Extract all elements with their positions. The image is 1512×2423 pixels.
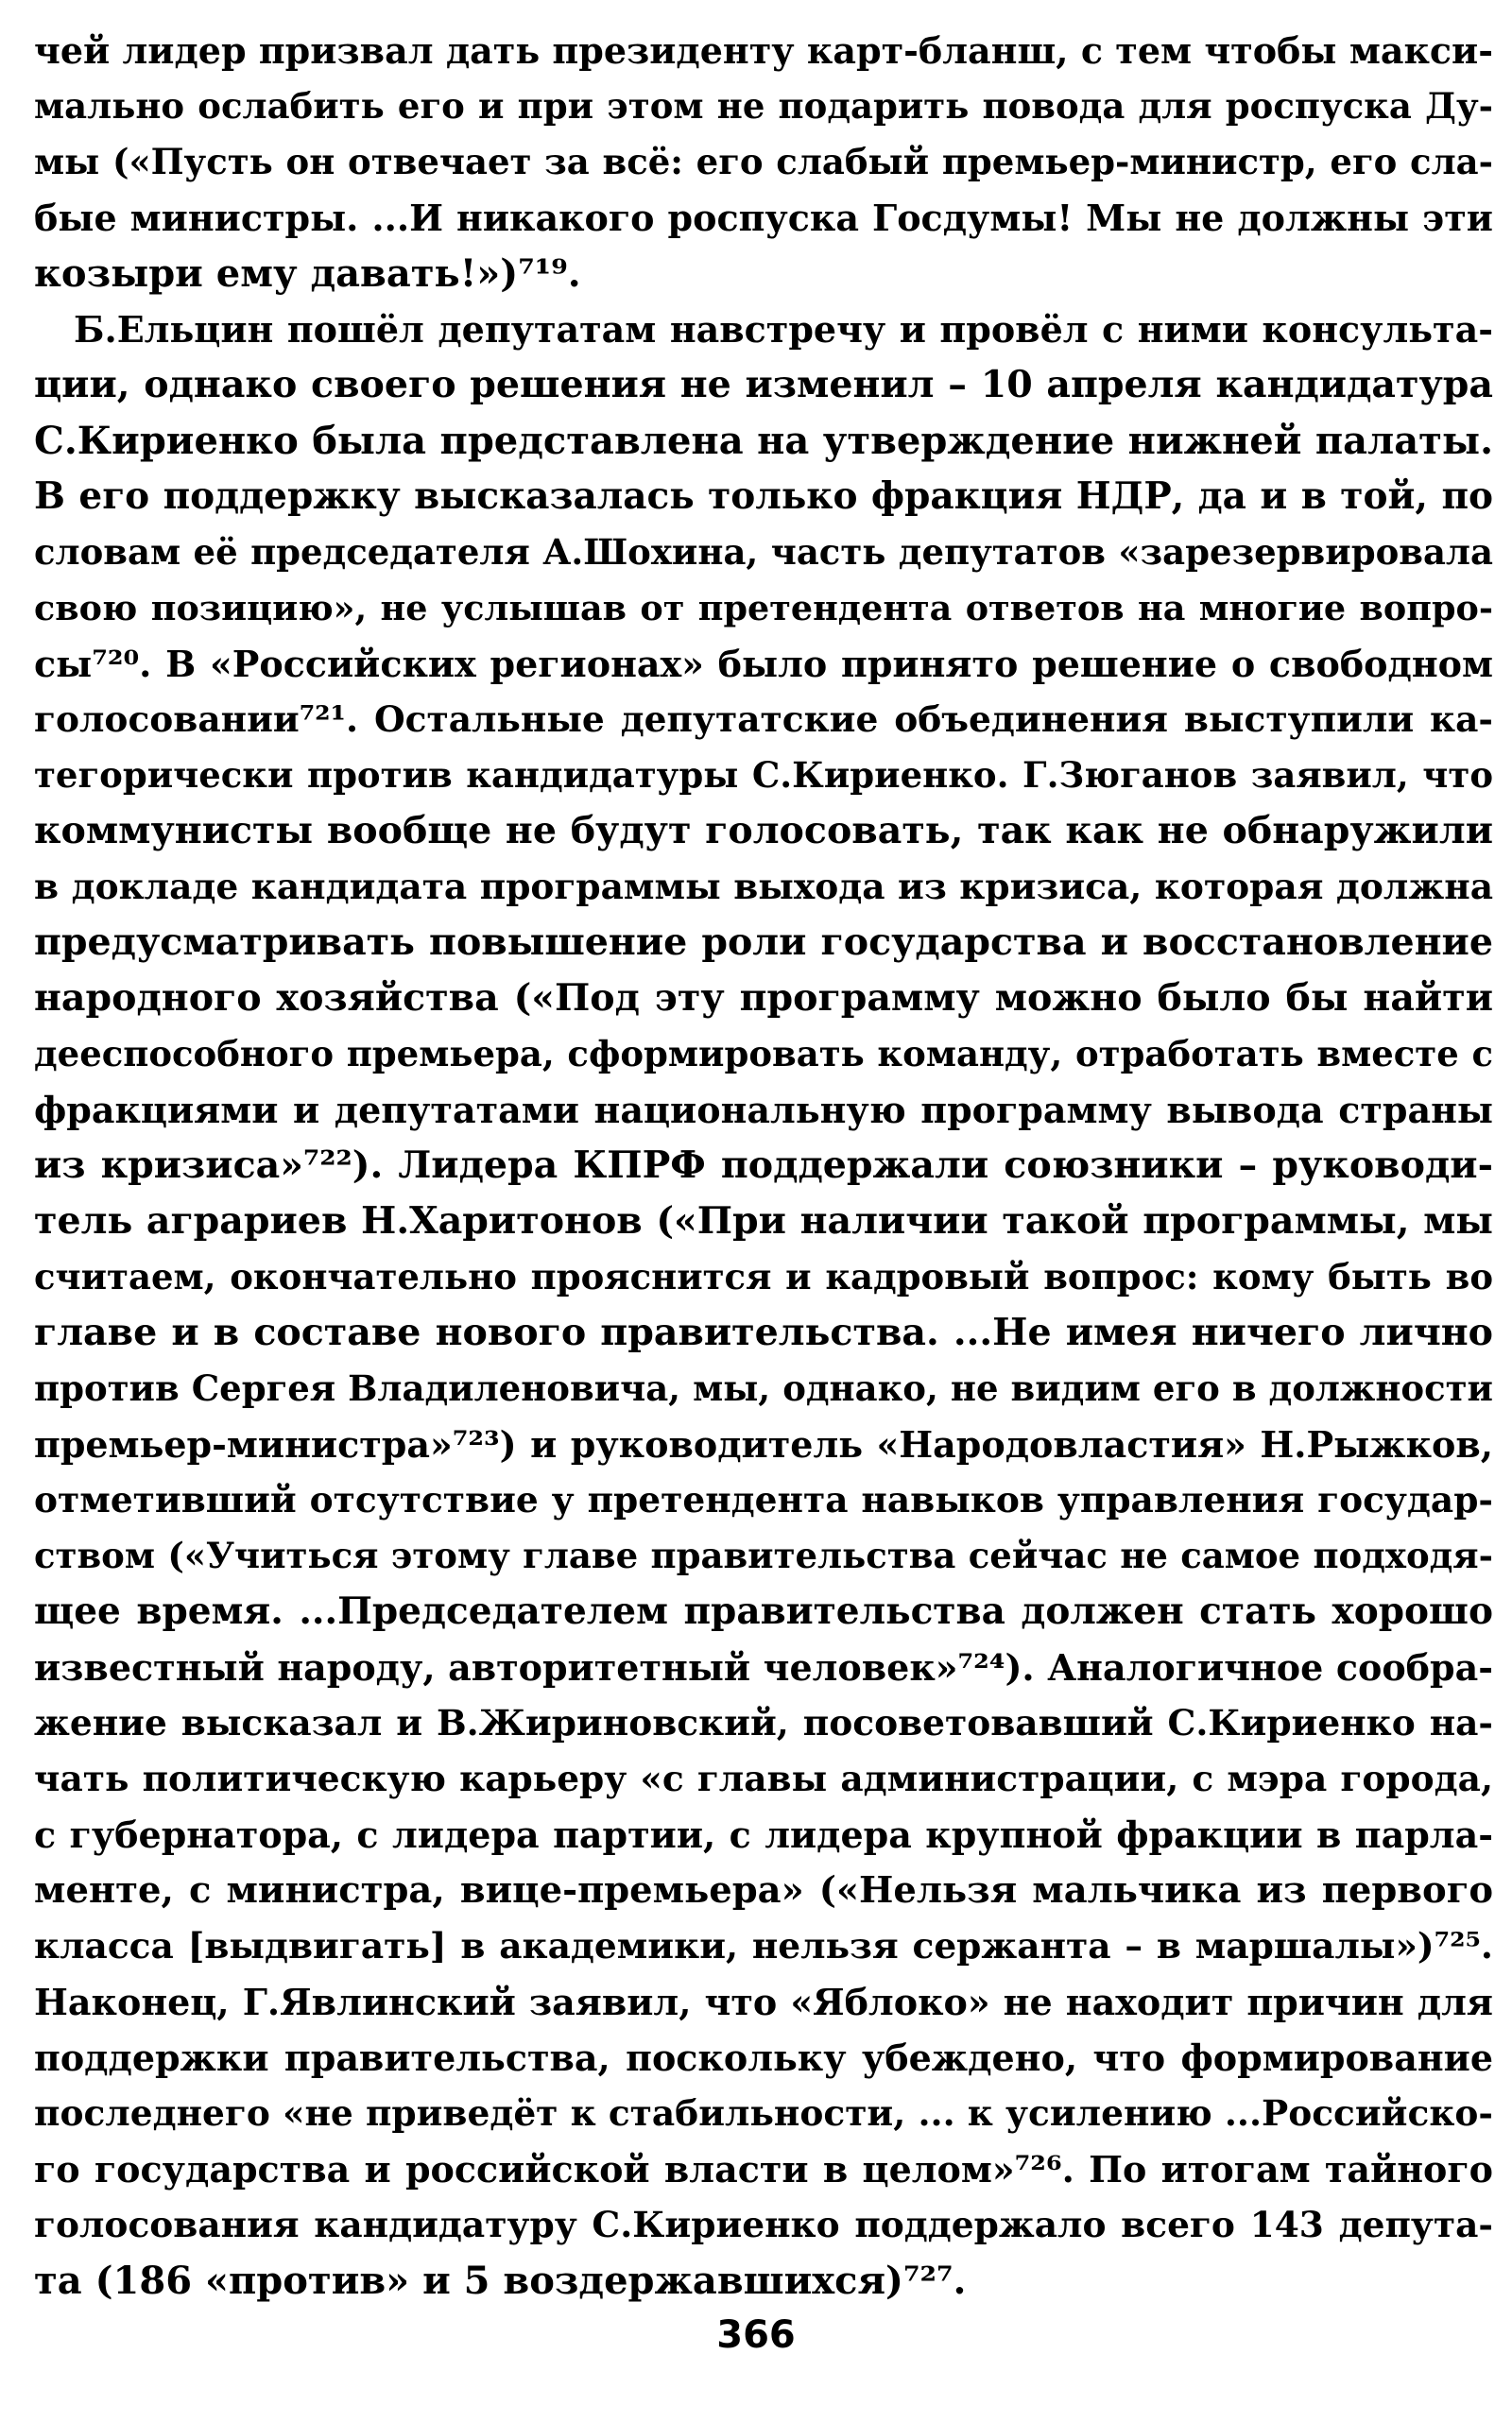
text-line: коммунисты вообще не будут голосовать, так как не обнаружили — [34, 809, 1493, 852]
text-line: чей лидер призвал дать президенту карт-бланш, с тем чтобы макси- — [34, 29, 1493, 72]
document-page — [34, 23, 1493, 2328]
text-line: фракциями и депутатами национальную программу вывода страны — [34, 1089, 1493, 1131]
text-line: щее время. ...Председателем правительства должен стать хорошо — [34, 1590, 1493, 1633]
text-line: последнего «не приведёт к стабильности, ... к усилению ...Российско- — [34, 2092, 1493, 2134]
text-line: против Сергея Владиленовича, мы, однако, не видим его в должности — [34, 1367, 1493, 1409]
text-line: тегорически против кандидатуры С.Кириенко. Г.Зюганов заявил, что — [34, 754, 1493, 796]
text-line: словам её председателя А.Шохина, часть депутатов «зарезервировала — [34, 531, 1493, 573]
text-line: мально ослабить его и при этом не подарить повода для роспуска Ду- — [34, 85, 1493, 127]
text-line: бые министры. ...И никакого роспуска Госдумы! Мы не должны эти — [34, 197, 1493, 239]
text-line: премьер-министра»⁷²³) и руководитель «Народовластия» Н.Рыжков, — [34, 1423, 1493, 1466]
text-line: класса [выдвигать] в академики, нельзя сержанта – в маршалы»)⁷²⁵. — [34, 1925, 1493, 1967]
text-line: предусматривать повышение роли государства и восстановление — [34, 920, 1493, 964]
text-line: козыри ему давать!»)⁷¹⁹. — [34, 251, 581, 296]
text-line: Наконец, Г.Явлинский заявил, что «Яблоко» не находит причин для — [34, 1981, 1493, 2023]
text-line: С.Кириенко была представлена на утверждение нижней палаты. — [34, 419, 1493, 463]
text-line: из кризиса»⁷²²). Лидера КПРФ поддержали союзники – руководи- — [34, 1143, 1493, 1187]
text-line: известный народу, авторитетный человек»⁷²⁴). Аналогичное сообра- — [34, 1646, 1493, 1689]
body-text — [34, 23, 1493, 2309]
text-line: го государства и российской власти в целом»⁷²⁶. По итогам тайного — [34, 2148, 1493, 2191]
text-line: поддержки правительства, поскольку убеждено, что формирование — [34, 2036, 1493, 2079]
text-line: жение высказал и В.Жириновский, посоветовавший С.Кириенко на- — [34, 1702, 1493, 1744]
text-line: менте, с министра, вице-премьера» («Нельзя мальчика из первого — [34, 1869, 1493, 1912]
text-line: отметивший отсутствие у претендента навыков управления государ- — [34, 1479, 1493, 1521]
page-number: 366 — [716, 2313, 796, 2357]
text-line: сы⁷²⁰. В «Российских регионах» было принято решение о свободном — [34, 643, 1493, 685]
text-line: та (186 «против» и 5 воздержавшихся)⁷²⁷. — [34, 2259, 967, 2303]
text-line: мы («Пусть он отвечает за всё: его слабый премьер-министр, его сла- — [34, 141, 1493, 182]
text-line: с губернатора, с лидера партии, с лидера крупной фракции в парла- — [34, 1813, 1493, 1856]
text-line: голосовании⁷²¹. Остальные депутатские объединения выступили ка- — [34, 698, 1493, 740]
text-line: голосования кандидатуру С.Кириенко поддержало всего 143 депута- — [34, 2204, 1493, 2245]
text-line: Б.Ельцин пошёл депутатам навстречу и провёл с ними консульта- — [74, 308, 1493, 351]
text-line: дееспособного премьера, сформировать команду, отработать вместе с — [34, 1033, 1493, 1074]
text-line: в докладе кандидата программы выхода из кризиса, которая должна — [34, 866, 1493, 907]
text-line: ции, однако своего решения не изменил – 10 апреля кандидатура — [34, 363, 1493, 406]
text-line: тель аграриев Н.Харитонов («При наличии такой программы, мы — [34, 1199, 1493, 1243]
text-line: В его поддержку высказалась только фракция НДР, да и в той, по — [34, 474, 1493, 518]
text-line: главе и в составе нового правительства. ...Не имея ничего лично — [34, 1311, 1493, 1354]
text-line: народного хозяйства («Под эту программу можно было бы найти — [34, 976, 1493, 1020]
text-line: чать политическую карьеру «с главы администрации, с мэра города, — [34, 1758, 1493, 1799]
text-line: ством («Учиться этому главе правительства сейчас не самое подходя- — [34, 1535, 1493, 1576]
text-line: свою позицию», не услышав от претендента ответов на многие вопро- — [34, 588, 1493, 628]
text-line: считаем, окончательно прояснится и кадровый вопрос: кому быть во — [34, 1256, 1493, 1297]
